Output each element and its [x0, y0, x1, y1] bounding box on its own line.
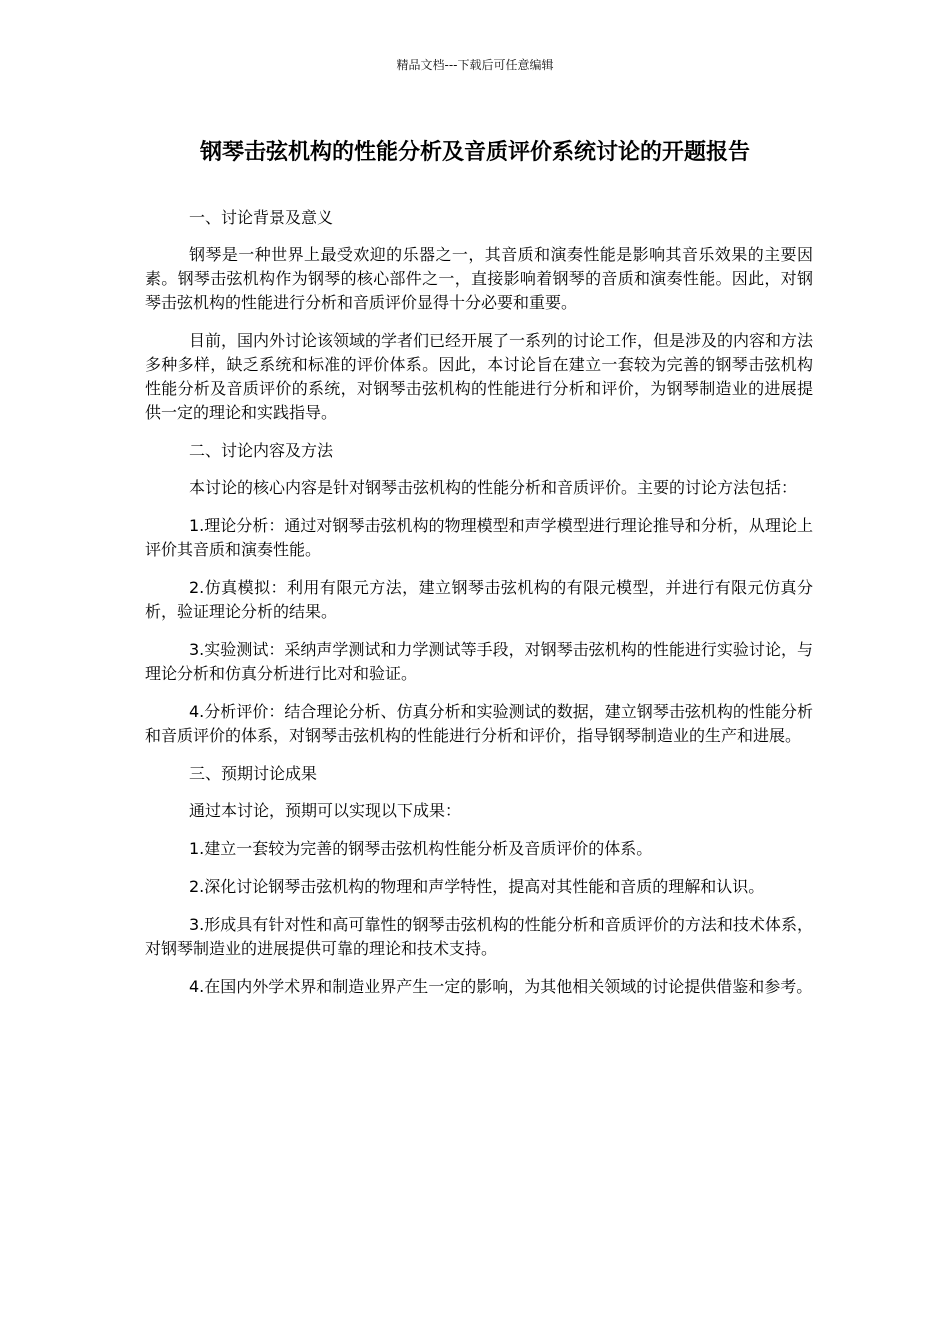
body-paragraph: 本讨论的核心内容是针对钢琴击弦机构的性能分析和音质评价。主要的讨论方法包括：	[189, 478, 798, 497]
document-body	[145, 206, 813, 1013]
list-item: 2.深化讨论钢琴击弦机构的物理和声学特性，提高对其性能和音质的理解和认识。	[189, 877, 765, 896]
list-item: 4.分析评价：结合理论分析、仿真分析和实验测试的数据，建立钢琴击弦机构的性能分析和音质评价的体系，对钢琴击弦机构的性能进行分析和评价，指导钢琴制造业的生产和进展。	[145, 702, 813, 745]
section-expected-results	[145, 762, 813, 999]
list-item: 4.在国内外学术界和制造业界产生一定的影响，为其他相关领域的讨论提供借鉴和参考。	[189, 977, 813, 996]
list-item: 2.仿真模拟：利用有限元方法，建立钢琴击弦机构的有限元模型，并进行有限元仿真分析，验证理论分析的结果。	[145, 578, 813, 621]
section-heading: 一、讨论背景及意义	[189, 208, 334, 227]
list-item: 3.实验测试：采纳声学测试和力学测试等手段，对钢琴击弦机构的性能进行实验讨论，与理论分析和仿真分析进行比对和验证。	[145, 640, 813, 683]
body-paragraph: 通过本讨论，预期可以实现以下成果：	[189, 801, 462, 820]
page-header: 精品文档---下载后可任意编辑	[396, 58, 554, 72]
list-item: 3.形成具有针对性和高可靠性的钢琴击弦机构的性能分析和音质评价的方法和技术体系，对钢琴制造业的进展提供可靠的理论和技术支持。	[145, 915, 813, 958]
section-heading: 三、预期讨论成果	[189, 764, 318, 783]
section-heading: 二、讨论内容及方法	[189, 441, 334, 460]
document-title: 钢琴击弦机构的性能分析及音质评价系统讨论的开题报告	[199, 140, 750, 165]
body-paragraph: 目前，国内外讨论该领域的学者们已经开展了一系列的讨论工作，但是涉及的内容和方法多种多样，缺乏系统和标准的评价体系。因此，本讨论旨在建立一套较为完善的钢琴击弦机构性能分析及音质评价的系统，对钢琴击弦机构的性能进行分析和评价，为钢琴制造业的进展提供一定的理论和实践指导。	[145, 331, 814, 422]
section-methods	[145, 439, 813, 748]
list-item: 1.理论分析：通过对钢琴击弦机构的物理模型和声学模型进行理论推导和分析，从理论上评价其音质和演奏性能。	[145, 516, 813, 559]
section-background	[145, 206, 813, 425]
list-item: 1.建立一套较为完善的钢琴击弦机构性能分析及音质评价的体系。	[189, 839, 653, 858]
body-paragraph: 钢琴是一种世界上最受欢迎的乐器之一，其音质和演奏性能是影响其音乐效果的主要因素。钢琴击弦机构作为钢琴的核心部件之一，直接影响着钢琴的音质和演奏性能。因此，对钢琴击弦机构的性能进行分析和音质评价显得十分必要和重要。	[145, 245, 813, 312]
